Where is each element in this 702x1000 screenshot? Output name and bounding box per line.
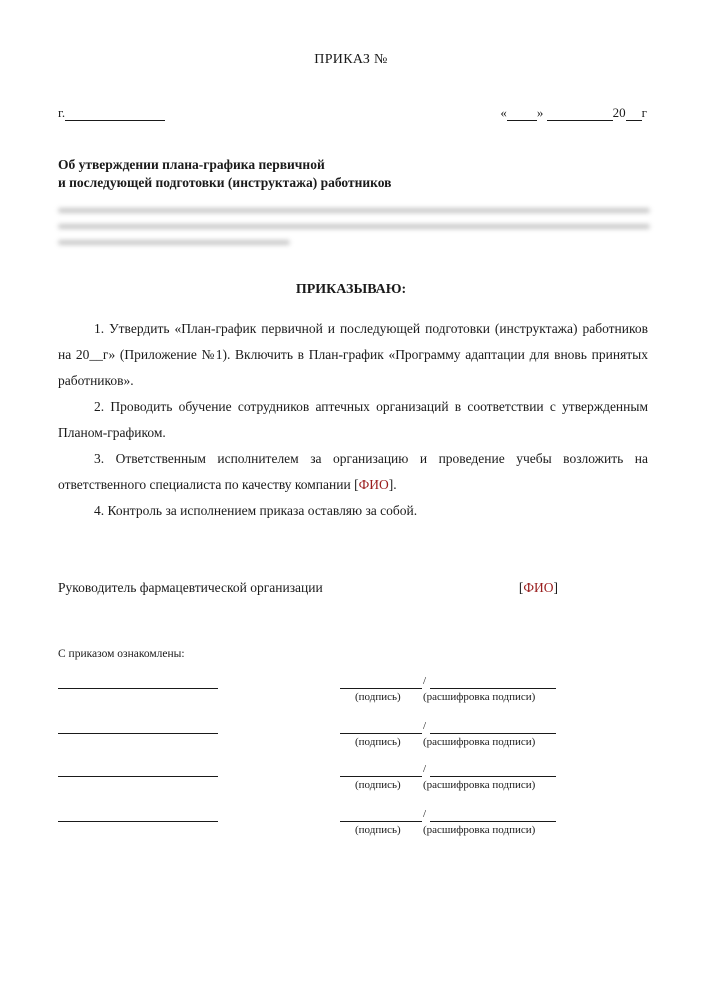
signature-separator: / [423, 720, 427, 732]
signature-decode-caption: (расшифровка подписи) [423, 691, 536, 703]
signature-line [340, 733, 422, 734]
acknowledged-name-line [58, 776, 218, 777]
signature-decode-caption: (расшифровка подписи) [423, 779, 536, 791]
city-blank-line [65, 107, 165, 121]
date-year-blank [626, 107, 642, 121]
signature-decode-line [430, 688, 556, 689]
signature-decode-caption: (расшифровка подписи) [423, 824, 536, 836]
date-field [500, 105, 647, 121]
acknowledgement-label: С приказом ознакомлены: [58, 648, 185, 660]
acknowledged-name-line [58, 688, 218, 689]
fio-placeholder: ФИО [523, 580, 554, 595]
subject-line-1: Об утверждении плана-графика первичной [58, 157, 325, 172]
document-title: ПРИКАЗ № [314, 52, 388, 67]
date-month-blank [547, 107, 613, 121]
order-item-3-text: 3. Ответственным исполнителем за организацию и проведение учебы возложить на ответственного специалиста по качеству компании [58, 451, 648, 492]
order-items [58, 316, 648, 524]
acknowledged-name-line [58, 733, 218, 734]
blurred-line [58, 208, 650, 213]
blurred-line [58, 240, 290, 245]
bracket-close: ] [553, 580, 558, 595]
city-field [58, 105, 165, 121]
signature-separator: / [423, 675, 427, 687]
signature-line [340, 776, 422, 777]
signature-decode-line [430, 733, 556, 734]
order-item-3 [58, 446, 648, 498]
signature-caption: (подпись) [355, 691, 401, 703]
bracket-close: ]. [388, 477, 397, 492]
date-year-prefix: 20 [612, 105, 626, 120]
signature-separator: / [423, 808, 427, 820]
signature-separator: / [423, 763, 427, 775]
signature-caption: (подпись) [355, 824, 401, 836]
date-day-blank [507, 107, 537, 121]
signature-decode-line [430, 776, 556, 777]
order-heading: ПРИКАЗЫВАЮ: [295, 282, 407, 297]
subject-line-2: и последующей подготовки (инструктажа) работников [58, 175, 392, 190]
signature-line [340, 688, 422, 689]
date-open-quote: « [500, 105, 507, 120]
manager-signature-row [58, 580, 558, 596]
date-year-suffix: г [641, 105, 647, 120]
signature-decode-caption: (расшифровка подписи) [423, 736, 536, 748]
document-subject [58, 156, 391, 192]
bracket-open: [ [518, 580, 524, 595]
signature-decode-line [430, 821, 556, 822]
signature-caption: (подпись) [355, 779, 401, 791]
manager-position: Руководитель фармацевтической организации [58, 580, 323, 595]
blurred-line [58, 224, 650, 229]
bracket-open: [ [354, 477, 359, 492]
city-prefix: г. [58, 105, 66, 120]
manager-fio [519, 580, 558, 596]
blurred-preamble [58, 208, 650, 256]
order-item-2: 2. Проводить обучение сотрудников аптечных организаций в соответствии с утвержденным Планом-графиком. [58, 399, 648, 440]
acknowledged-name-line [58, 821, 218, 822]
signature-line [340, 821, 422, 822]
fio-placeholder: ФИО [358, 477, 389, 492]
order-item-1: 1. Утвердить «План-график первичной и последующей подготовки (инструктажа) работников на 20__г» (Приложение №1). Включить в План-график «Программу адаптации для вновь принятых работников». [58, 321, 648, 388]
date-close-quote: » [536, 105, 544, 120]
signature-caption: (подпись) [355, 736, 401, 748]
order-item-4: 4. Контроль за исполнением приказа оставляю за собой. [94, 503, 418, 518]
